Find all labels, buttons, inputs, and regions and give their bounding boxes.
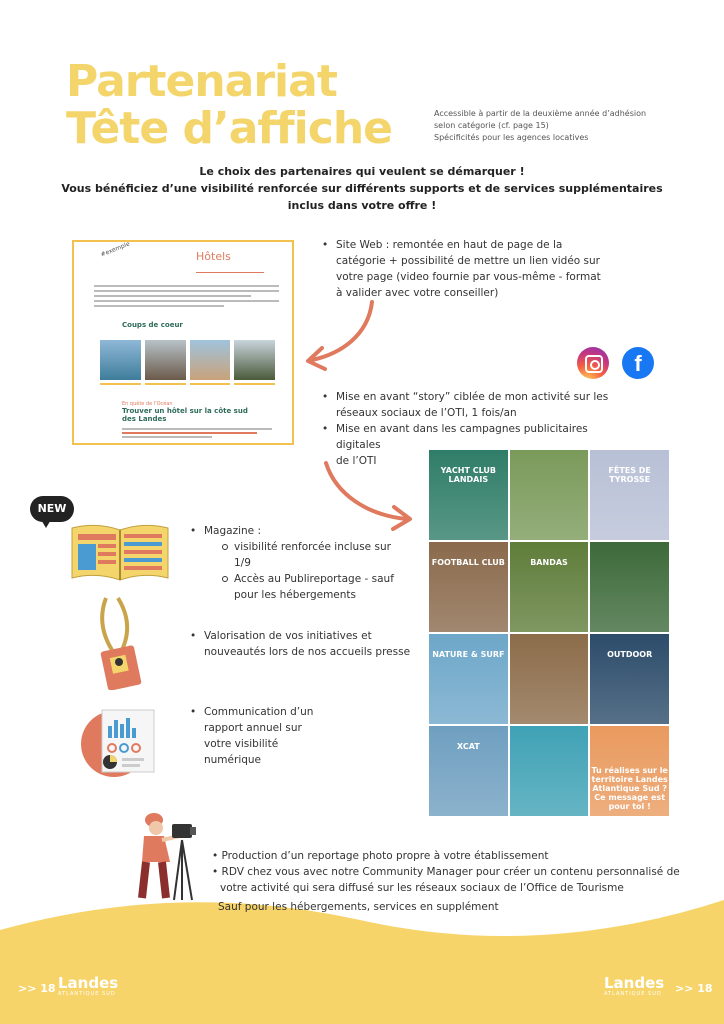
photo-line-text: Production d’un reportage photo propre à votre établissement xyxy=(221,850,549,862)
magazine-icon xyxy=(68,522,172,584)
press-benefit-item xyxy=(190,628,420,660)
instagram-post-tile xyxy=(590,450,669,540)
hotel-photo xyxy=(100,340,141,380)
new-badge: NEW xyxy=(30,496,74,522)
instagram-post-tile xyxy=(590,634,669,724)
title-line-2: Tête d’affiche xyxy=(66,103,393,154)
press-benefit xyxy=(190,628,420,660)
website-screenshot xyxy=(72,240,294,445)
benefit-line: numérique xyxy=(204,754,262,766)
benefit-line: • Mise en avant “story” ciblée de mon activité sur les xyxy=(336,391,609,403)
screenshot-body-lines xyxy=(94,282,279,310)
screenshot-category: En quête de l'Océan xyxy=(122,401,173,407)
eligibility-line: Accessible à partir de la deuxième année d’adhésion xyxy=(434,109,647,118)
instagram-post-tile xyxy=(510,542,589,632)
instagram-post-tile xyxy=(429,450,508,540)
photo-line: • Production d’un reportage photo propre à votre établissement xyxy=(212,850,549,862)
instagram-post-tile xyxy=(429,634,508,724)
eligibility-note xyxy=(434,108,646,144)
new-badge-tail xyxy=(40,518,52,528)
logo-text: Landes xyxy=(58,974,119,992)
benefit-line: • Site Web : remontée en haut de page de la xyxy=(336,239,563,251)
photo-note: Sauf pour les hébergements, services en supplément xyxy=(218,901,499,913)
benefit-line: votre page (video fournie par vous-même - format xyxy=(336,271,601,283)
instagram-post-caption: FOOTBALL CLUB xyxy=(431,558,505,568)
logo-text: Landes xyxy=(604,974,665,992)
benefit-line: nouveautés lors de nos accueils presse xyxy=(204,646,411,658)
instagram-post-caption: NATURE & SURF xyxy=(432,650,505,660)
eligibility-line: Spécificités pour les agences locatives xyxy=(434,133,589,142)
photo-line: • RDV chez vous avec notre Community Manager pour créer un contenu personnalisé de xyxy=(212,866,680,878)
photo-report-benefit xyxy=(212,848,692,915)
instagram-post-tile xyxy=(510,450,589,540)
screenshot-captions xyxy=(100,383,275,391)
instagram-post-caption: XCAT xyxy=(456,742,480,752)
instagram-post-caption: YACHT CLUB LANDAIS xyxy=(440,466,496,485)
screenshot-photo-row xyxy=(100,340,275,380)
intro-line: inclus dans votre offre ! xyxy=(287,199,437,212)
screenshot-article-lines xyxy=(122,426,272,440)
magazine-sub-line: Accès au Publireportage - sauf xyxy=(234,573,394,585)
instagram-post-caption: FÊTES DE TYROSSE xyxy=(608,466,651,485)
arrow-to-website-icon xyxy=(290,296,390,376)
instagram-post-tile xyxy=(590,542,669,632)
intro-text xyxy=(40,163,684,214)
instagram-grid xyxy=(429,450,669,816)
magazine-sub-item xyxy=(222,571,410,603)
instagram-icon xyxy=(577,347,609,379)
instagram-post-caption: BANDAS xyxy=(530,558,568,568)
photo-line-text: RDV chez vous avec notre Community Manager pour créer un contenu personnalisé de xyxy=(221,866,680,878)
hotel-photo xyxy=(190,340,231,380)
logo-subtext: ATLANTIQUE SUD xyxy=(604,991,662,997)
photo-line: votre activité qui sera diffusé sur les réseaux sociaux de l’Office de Tourisme xyxy=(220,882,624,894)
press-badge-icon xyxy=(88,594,158,690)
logo-subtext: ATLANTIQUE SUD xyxy=(58,991,116,997)
magazine-benefit-item xyxy=(190,523,410,603)
benefit-line: rapport annuel sur xyxy=(204,722,302,734)
instagram-post-caption: Tu réalises sur le territoire Landes Atlantique Sud ? Ce message est pour toi ! xyxy=(591,765,668,811)
hotel-photo xyxy=(145,340,186,380)
magazine-benefit xyxy=(190,523,410,603)
report-benefit-item xyxy=(190,704,340,768)
instagram-post-tile xyxy=(429,542,508,632)
website-benefit-item xyxy=(322,237,612,301)
magazine-title: • Magazine : xyxy=(204,525,262,537)
intro-line: Le choix des partenaires qui veulent se démarquer ! xyxy=(199,165,525,178)
photographer-icon xyxy=(118,806,208,906)
benefit-line: votre visibilité xyxy=(204,738,279,750)
magazine-sub-item: visibilité renforcée incluse sur 1/9 xyxy=(222,539,410,571)
website-benefit xyxy=(322,237,612,301)
example-tag: #exemple xyxy=(99,240,131,259)
eligibility-line: selon catégorie (cf. page 15) xyxy=(434,121,549,130)
instagram-post-tile xyxy=(429,726,508,816)
instagram-post-tile xyxy=(590,726,669,816)
benefit-line: • Mise en avant dans les campagnes publicitaires digitales xyxy=(336,423,588,451)
benefit-line: • Communication d’un xyxy=(204,706,314,718)
benefit-line: • Valorisation de vos initiatives et xyxy=(204,630,372,642)
intro-line: Vous bénéficiez d’une visibilité renforcée sur différents supports et de services supplémentaires xyxy=(61,182,663,195)
report-chart-icon xyxy=(80,700,164,784)
title-line-1: Partenariat xyxy=(66,56,337,107)
screenshot-heading-box xyxy=(196,250,264,273)
benefit-line: catégorie + possibilité de mettre un lien vidéo sur xyxy=(336,255,600,267)
page-number-left: >> 18 xyxy=(18,982,56,995)
screenshot-heading: Hôtels xyxy=(196,250,231,263)
benefit-line: de l’OTI xyxy=(336,455,377,467)
instagram-post-caption: OUTDOOR xyxy=(607,650,653,660)
benefit-line: à valider avec votre conseiller) xyxy=(336,287,499,299)
instagram-post-tile xyxy=(510,726,589,816)
hotel-photo xyxy=(234,340,275,380)
magazine-sub-line: pour les hébergements xyxy=(234,589,357,601)
social-benefit-item xyxy=(322,389,622,421)
benefit-line: réseaux sociaux de l’OTI, 1 fois/an xyxy=(336,407,517,419)
report-benefit xyxy=(190,704,340,768)
screenshot-article-title: Trouver un hôtel sur la côte sud des Landes xyxy=(122,407,248,423)
page-number-right: >> 18 xyxy=(675,982,713,995)
brand-logo-right xyxy=(604,976,664,997)
page-title xyxy=(66,58,392,152)
facebook-icon: f xyxy=(622,347,654,379)
instagram-post-tile xyxy=(510,634,589,724)
brand-logo-left xyxy=(58,976,118,997)
screenshot-section-title: Coups de coeur xyxy=(122,321,183,329)
